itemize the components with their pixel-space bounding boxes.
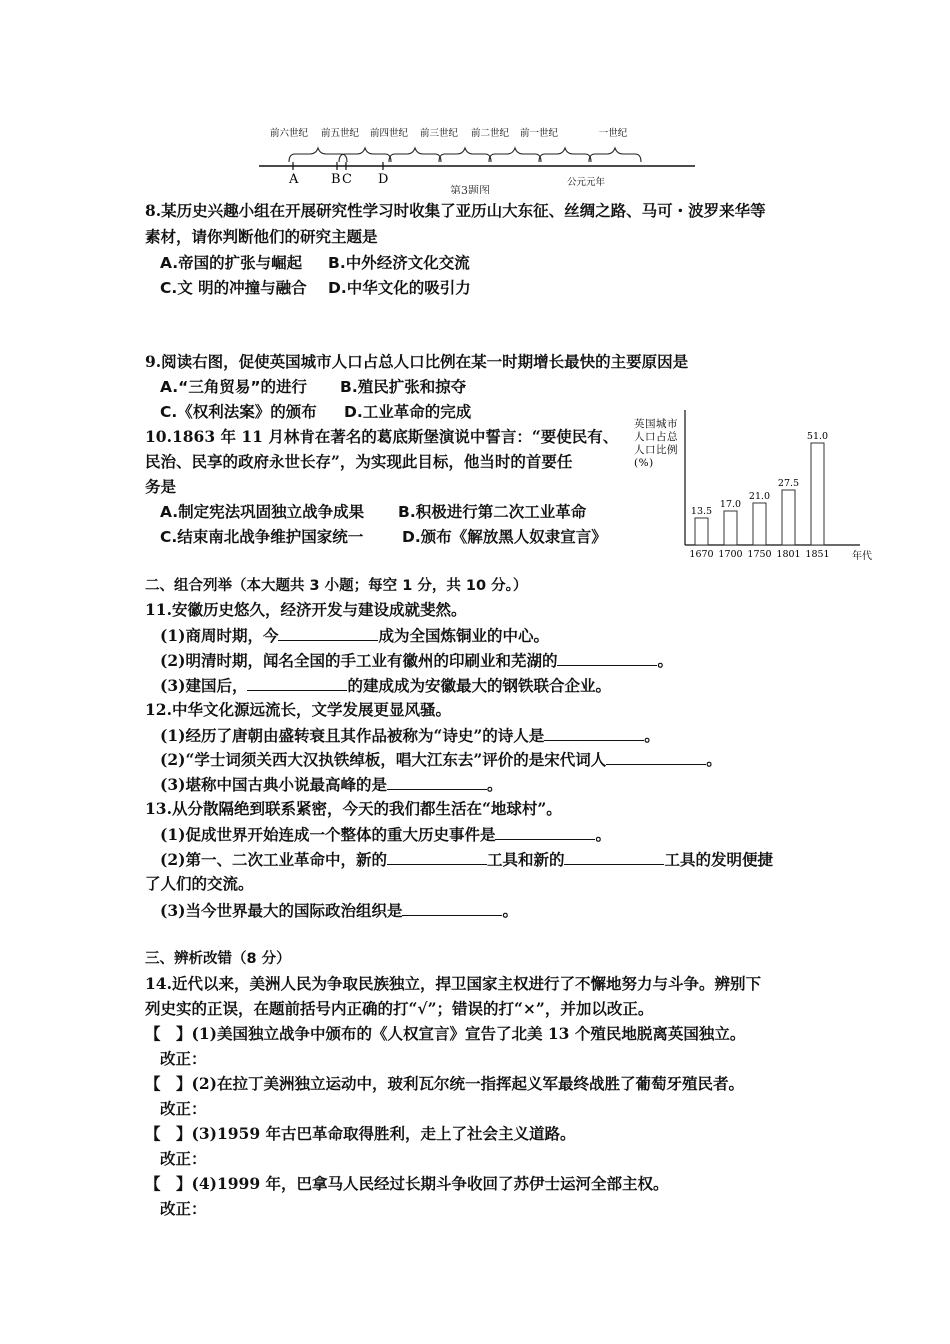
timeline-point-d: D <box>378 172 389 187</box>
q14-stem-line2: 列史实的正误，在题前括号内正确的打“√”；错误的打“×”，并加以改正。 <box>145 999 654 1018</box>
y-axis-label: (%) <box>634 457 654 469</box>
y-axis-label: 人口比例 <box>634 444 678 456</box>
timeline-point-a: A <box>289 172 299 187</box>
bar <box>695 518 708 545</box>
q14-item4: 【 】(4)1999 年，巴拿马人民经过长期斗争收回了苏伊士运河全部主权。 <box>145 1174 669 1193</box>
q10-stem-line3: 务是 <box>145 477 177 496</box>
q12-item3: (3)堪称中国古典小说最高峰的是 。 <box>160 775 503 794</box>
q11-item2: (2)明清时期，闻名全国的手工业有徽州的印刷业和芜湖的 。 <box>160 651 673 670</box>
bar-value-label: 27.5 <box>777 478 800 489</box>
q10-option-c: C.结束南北战争维护国家统一 <box>160 528 364 546</box>
answer-blank[interactable] <box>606 749 706 765</box>
q12-stem: 12.中华文化源远流长，文学发展更显风骚。 <box>145 700 451 719</box>
century-label: 前四世纪 <box>369 128 409 139</box>
x-axis-label: 年代 <box>852 551 872 562</box>
q14-correction4: 改正： <box>160 1199 207 1218</box>
bar-value-label: 21.0 <box>748 491 771 502</box>
answer-blank[interactable] <box>278 625 378 641</box>
x-tick-label: 1851 <box>805 549 830 560</box>
q9-option-a: A.“三角贸易”的进行 <box>160 378 308 396</box>
timeline-end-label: 公元元年 <box>567 177 606 188</box>
q10-stem-line2: 民治、民享的政府永世长存”，为实现此目标，他当时的首要任 <box>145 452 573 471</box>
q13-item2: (2)第一、二次工业革命中，新的 工具和新的 工具的发明便捷 <box>160 850 773 869</box>
q8-option-a: A.帝国的扩张与崛起 <box>160 254 303 272</box>
bar-value-label: 13.5 <box>690 506 713 517</box>
century-label: 前六世纪 <box>269 128 309 139</box>
q10-option-b: B.积极进行第二次工业革命 <box>398 503 587 521</box>
bar-value-label: 51.0 <box>806 431 829 442</box>
answer-blank[interactable] <box>387 849 487 865</box>
q14-correction3: 改正： <box>160 1149 207 1168</box>
q8-stem-line2: 素材，请你判断他们的研究主题是 <box>145 227 378 246</box>
answer-bracket[interactable]: 【 】 <box>145 1024 192 1043</box>
century-label: 前三世纪 <box>419 128 459 139</box>
section2-heading: 二、组合列举（本大题共 3 小题；每空 1 分，共 10 分。） <box>145 578 528 594</box>
answer-blank[interactable] <box>495 824 595 840</box>
q9-option-b: B.殖民扩张和掠夺 <box>340 378 467 396</box>
q10-stem-line1: 10.1863 年 11 月林肯在著名的葛底斯堡演说中誓言：“要使民有、 <box>145 427 619 446</box>
q13-item2-cont: 了人们的交流。 <box>145 874 254 893</box>
q13-stem: 13.从分散隔绝到联系紧密，今天的我们都生活在“地球村”。 <box>145 799 562 818</box>
answer-blank[interactable] <box>557 650 657 666</box>
century-label: 前二世纪 <box>470 128 510 139</box>
timeline-point-b: B <box>331 172 341 187</box>
q13-item3: (3)当今世界最大的国际政治组织是 。 <box>160 901 518 920</box>
timeline-century-labels <box>270 127 628 139</box>
q11-item3: (3)建国后， 的建成成为安徽最大的钢铁联合企业。 <box>160 676 611 695</box>
q10-option-a: A.制定宪法巩固独立战争成果 <box>160 503 365 521</box>
x-tick-label: 1750 <box>747 549 772 560</box>
answer-blank[interactable] <box>247 675 347 691</box>
q14-item1: 【 】(1)美国独立战争中颁布的《人权宣言》宣告了北美 13 个殖民地脱离英国独立。 <box>145 1024 746 1043</box>
q9-stem: 9.阅读右图，促使英国城市人口占总人口比例在某一时期增长最快的主要原因是 <box>145 352 689 371</box>
answer-bracket[interactable]: 【 】 <box>145 1174 192 1193</box>
q13-item1: (1)促成世界开始连成一个整体的重大历史事件是 。 <box>160 825 611 844</box>
timeline-braces <box>289 148 641 162</box>
q8-stem-line1: 8.某历史兴趣小组在开展研究性学习时收集了亚历山大东征、丝绸之路、马可・波罗来华等 <box>145 201 766 220</box>
bar <box>811 443 824 545</box>
q14-item3: 【 】(3)1959 年古巴革命取得胜利，走上了社会主义道路。 <box>145 1124 576 1143</box>
q11-item1: (1)商周时期，今 成为全国炼铜业的中心。 <box>160 626 549 645</box>
century-label: 前五世纪 <box>320 128 360 139</box>
q14-correction2: 改正： <box>160 1099 207 1118</box>
q14-stem-line1: 14.近代以来，美洲人民为争取民族独立，捍卫国家主权进行了不懈地努力与斗争。辨别下 <box>145 974 761 993</box>
y-axis-label: 英国城市 <box>634 418 678 430</box>
century-label: 一世纪 <box>598 128 628 139</box>
section3-heading: 三、辨析改错（8 分） <box>145 951 291 967</box>
q8-option-c: C.文 明的冲撞与融合 <box>160 279 307 297</box>
q14-correction1: 改正： <box>160 1049 207 1068</box>
answer-blank[interactable] <box>387 774 487 790</box>
bar <box>782 490 795 545</box>
bar <box>724 511 737 545</box>
timeline-caption: 第3题图 <box>450 184 490 194</box>
answer-blank[interactable] <box>402 900 502 916</box>
q9-option-d: D.工业革命的完成 <box>344 403 472 421</box>
x-tick-label: 1700 <box>718 549 743 560</box>
q8-option-d: D.中华文化的吸引力 <box>328 279 471 297</box>
q12-item2: (2)“学士词须关西大汉执铁绰板，唱大江东去”评价的是宋代词人 。 <box>160 750 722 769</box>
answer-blank[interactable] <box>544 725 644 741</box>
century-label: 前一世纪 <box>519 128 559 139</box>
answer-blank[interactable] <box>564 849 664 865</box>
bar-value-label: 17.0 <box>719 499 742 510</box>
q9-option-c: C.《权利法案》的颁布 <box>160 403 317 421</box>
answer-bracket[interactable]: 【 】 <box>145 1074 192 1093</box>
q11-stem: 11.安徽历史悠久，经济开发与建设成就斐然。 <box>145 600 467 619</box>
bar <box>753 503 766 545</box>
q14-item2: 【 】(2)在拉丁美洲独立运动中，玻利瓦尔统一指挥起义军最终战胜了葡萄牙殖民者。 <box>145 1074 744 1093</box>
timeline-point-c: C <box>342 172 352 187</box>
urban-population-chart <box>630 405 880 565</box>
q12-item1: (1)经历了唐朝由盛转衰且其作品被称为“诗史”的诗人是 。 <box>160 726 660 745</box>
x-tick-label: 1670 <box>689 549 714 560</box>
q8-option-b: B.中外经济文化交流 <box>328 254 470 272</box>
x-tick-label: 1801 <box>776 549 801 560</box>
y-axis-label: 人口占总 <box>634 431 678 443</box>
timeline-figure <box>255 122 705 194</box>
answer-bracket[interactable]: 【 】 <box>145 1124 192 1143</box>
q10-option-d: D.颁布《解放黑人奴隶宣言》 <box>402 528 607 546</box>
